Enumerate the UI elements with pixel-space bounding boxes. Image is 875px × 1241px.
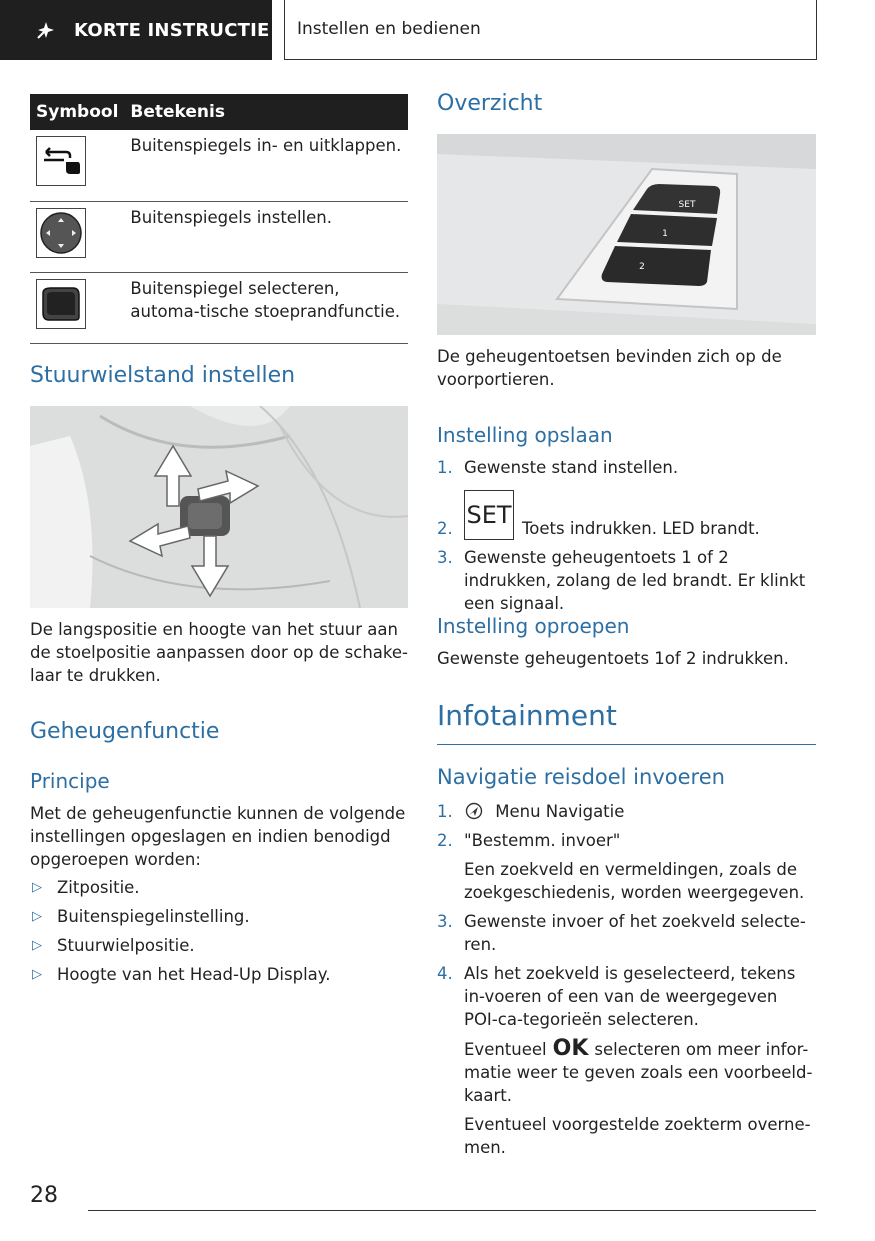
infotainment-title: Infotainment (437, 699, 617, 732)
memory-title: Geheugenfunctie (30, 719, 220, 744)
list-item: 1. Gewenste stand instellen. (437, 458, 679, 477)
save-title: Instelling opslaan (437, 423, 613, 447)
ok-button-icon: OK (552, 1036, 589, 1061)
list-item: ▷ Stuurwielpositie. (32, 936, 195, 955)
button-2-label: 2 (639, 262, 645, 272)
principle-text: Met de geheugenfunctie kunnen de volgende instellingen opgeslagen en indien benodigd opgeroepen worden: (30, 804, 406, 869)
steering-photo (30, 406, 408, 608)
bullet-icon: ▷ (32, 909, 42, 924)
table-header-row (30, 94, 408, 130)
footer-rule (88, 1210, 816, 1211)
chapter-title: Instellen en bedienen (297, 19, 481, 39)
set-button-icon: SET (464, 490, 514, 540)
mirror-fold-icon (36, 136, 86, 186)
list-item: 3. Gewenste geheugentoets 1 of 2 indrukken, zolang de led brandt. Er klinkt een signaal. (437, 548, 806, 613)
list-item: 2. "Bestemm. invoer" Een zoekveld en vermeldingen, zoals de zoekgeschiedenis, worden weergegeven. (437, 831, 805, 902)
col-symbol: Symbool (30, 94, 124, 130)
symbol-table (30, 94, 408, 344)
bullet-icon: ▷ (32, 938, 42, 953)
quick-guide-icon (34, 18, 58, 42)
row-text: Buitenspiegels instellen. (124, 201, 408, 272)
memory-buttons-photo (437, 134, 816, 335)
navigation-icon (464, 802, 484, 820)
section-tab (0, 0, 272, 60)
page-number: 28 (30, 1183, 58, 1208)
button-1-label: 1 (662, 229, 668, 239)
bullet-icon: ▷ (32, 967, 42, 982)
memory-button-2 (602, 246, 711, 286)
table-row (30, 130, 408, 201)
recall-title: Instelling oproepen (437, 614, 630, 638)
settings-list (30, 876, 408, 986)
list-item: 4. Als het zoekveld is geselecteerd, tekens in-voeren of een van de weergegeven POI-ca-tegorieën selecteren. Eventueel OK selecteren om meer infor-matie weer te geven zoals een voorbeeld-kaart. Eventueel voorgestelde zoekterm overne-men. (437, 964, 813, 1157)
col-meaning: Betekenis (124, 94, 408, 130)
infotainment-rule (437, 744, 816, 745)
list-item: ▷ Buitenspiegelinstelling. (32, 907, 250, 926)
nav-steps (437, 800, 816, 1159)
recall-text: Gewenste geheugentoets 1of 2 indrukken. (437, 649, 789, 668)
nav-title: Navigatie reisdoel invoeren (437, 765, 725, 789)
row-text: Buitenspiegel selecteren, automa-tische stoeprandfunctie. (124, 272, 408, 343)
save-steps (437, 456, 816, 615)
chapter-box (284, 0, 817, 60)
mirror-select-icon (36, 279, 86, 329)
bullet-icon: ▷ (32, 880, 42, 895)
steering-title: Stuurwielstand instellen (30, 363, 296, 388)
overview-caption: De geheugentoetsen bevinden zich op de voorportieren. (437, 347, 782, 389)
list-item: 2. SET Toets indrukken. LED brandt. (437, 489, 816, 540)
set-button-label: SET (678, 200, 696, 210)
table-row (30, 272, 408, 343)
memory-button-1 (617, 214, 717, 246)
table-row (30, 201, 408, 272)
list-item: 3. Gewenste invoer of het zoekveld selecte-ren. (437, 912, 806, 954)
list-item: 1. Menu Navigatie (437, 802, 625, 821)
list-item: ▷ Hoogte van het Head-Up Display. (32, 965, 331, 984)
overview-title: Overzicht (437, 91, 543, 116)
mirror-adjust-icon (36, 208, 86, 258)
section-title: KORTE INSTRUCTIE (74, 19, 270, 41)
steering-caption: De langspositie en hoogte van het stuur aan de stoelpositie aanpassen door op de schake-laar te drukken. (30, 620, 408, 685)
row-text: Buitenspiegels in- en uitklappen. (124, 130, 408, 201)
list-item: ▷ Zitpositie. (32, 878, 140, 897)
principle-title: Principe (30, 769, 110, 793)
